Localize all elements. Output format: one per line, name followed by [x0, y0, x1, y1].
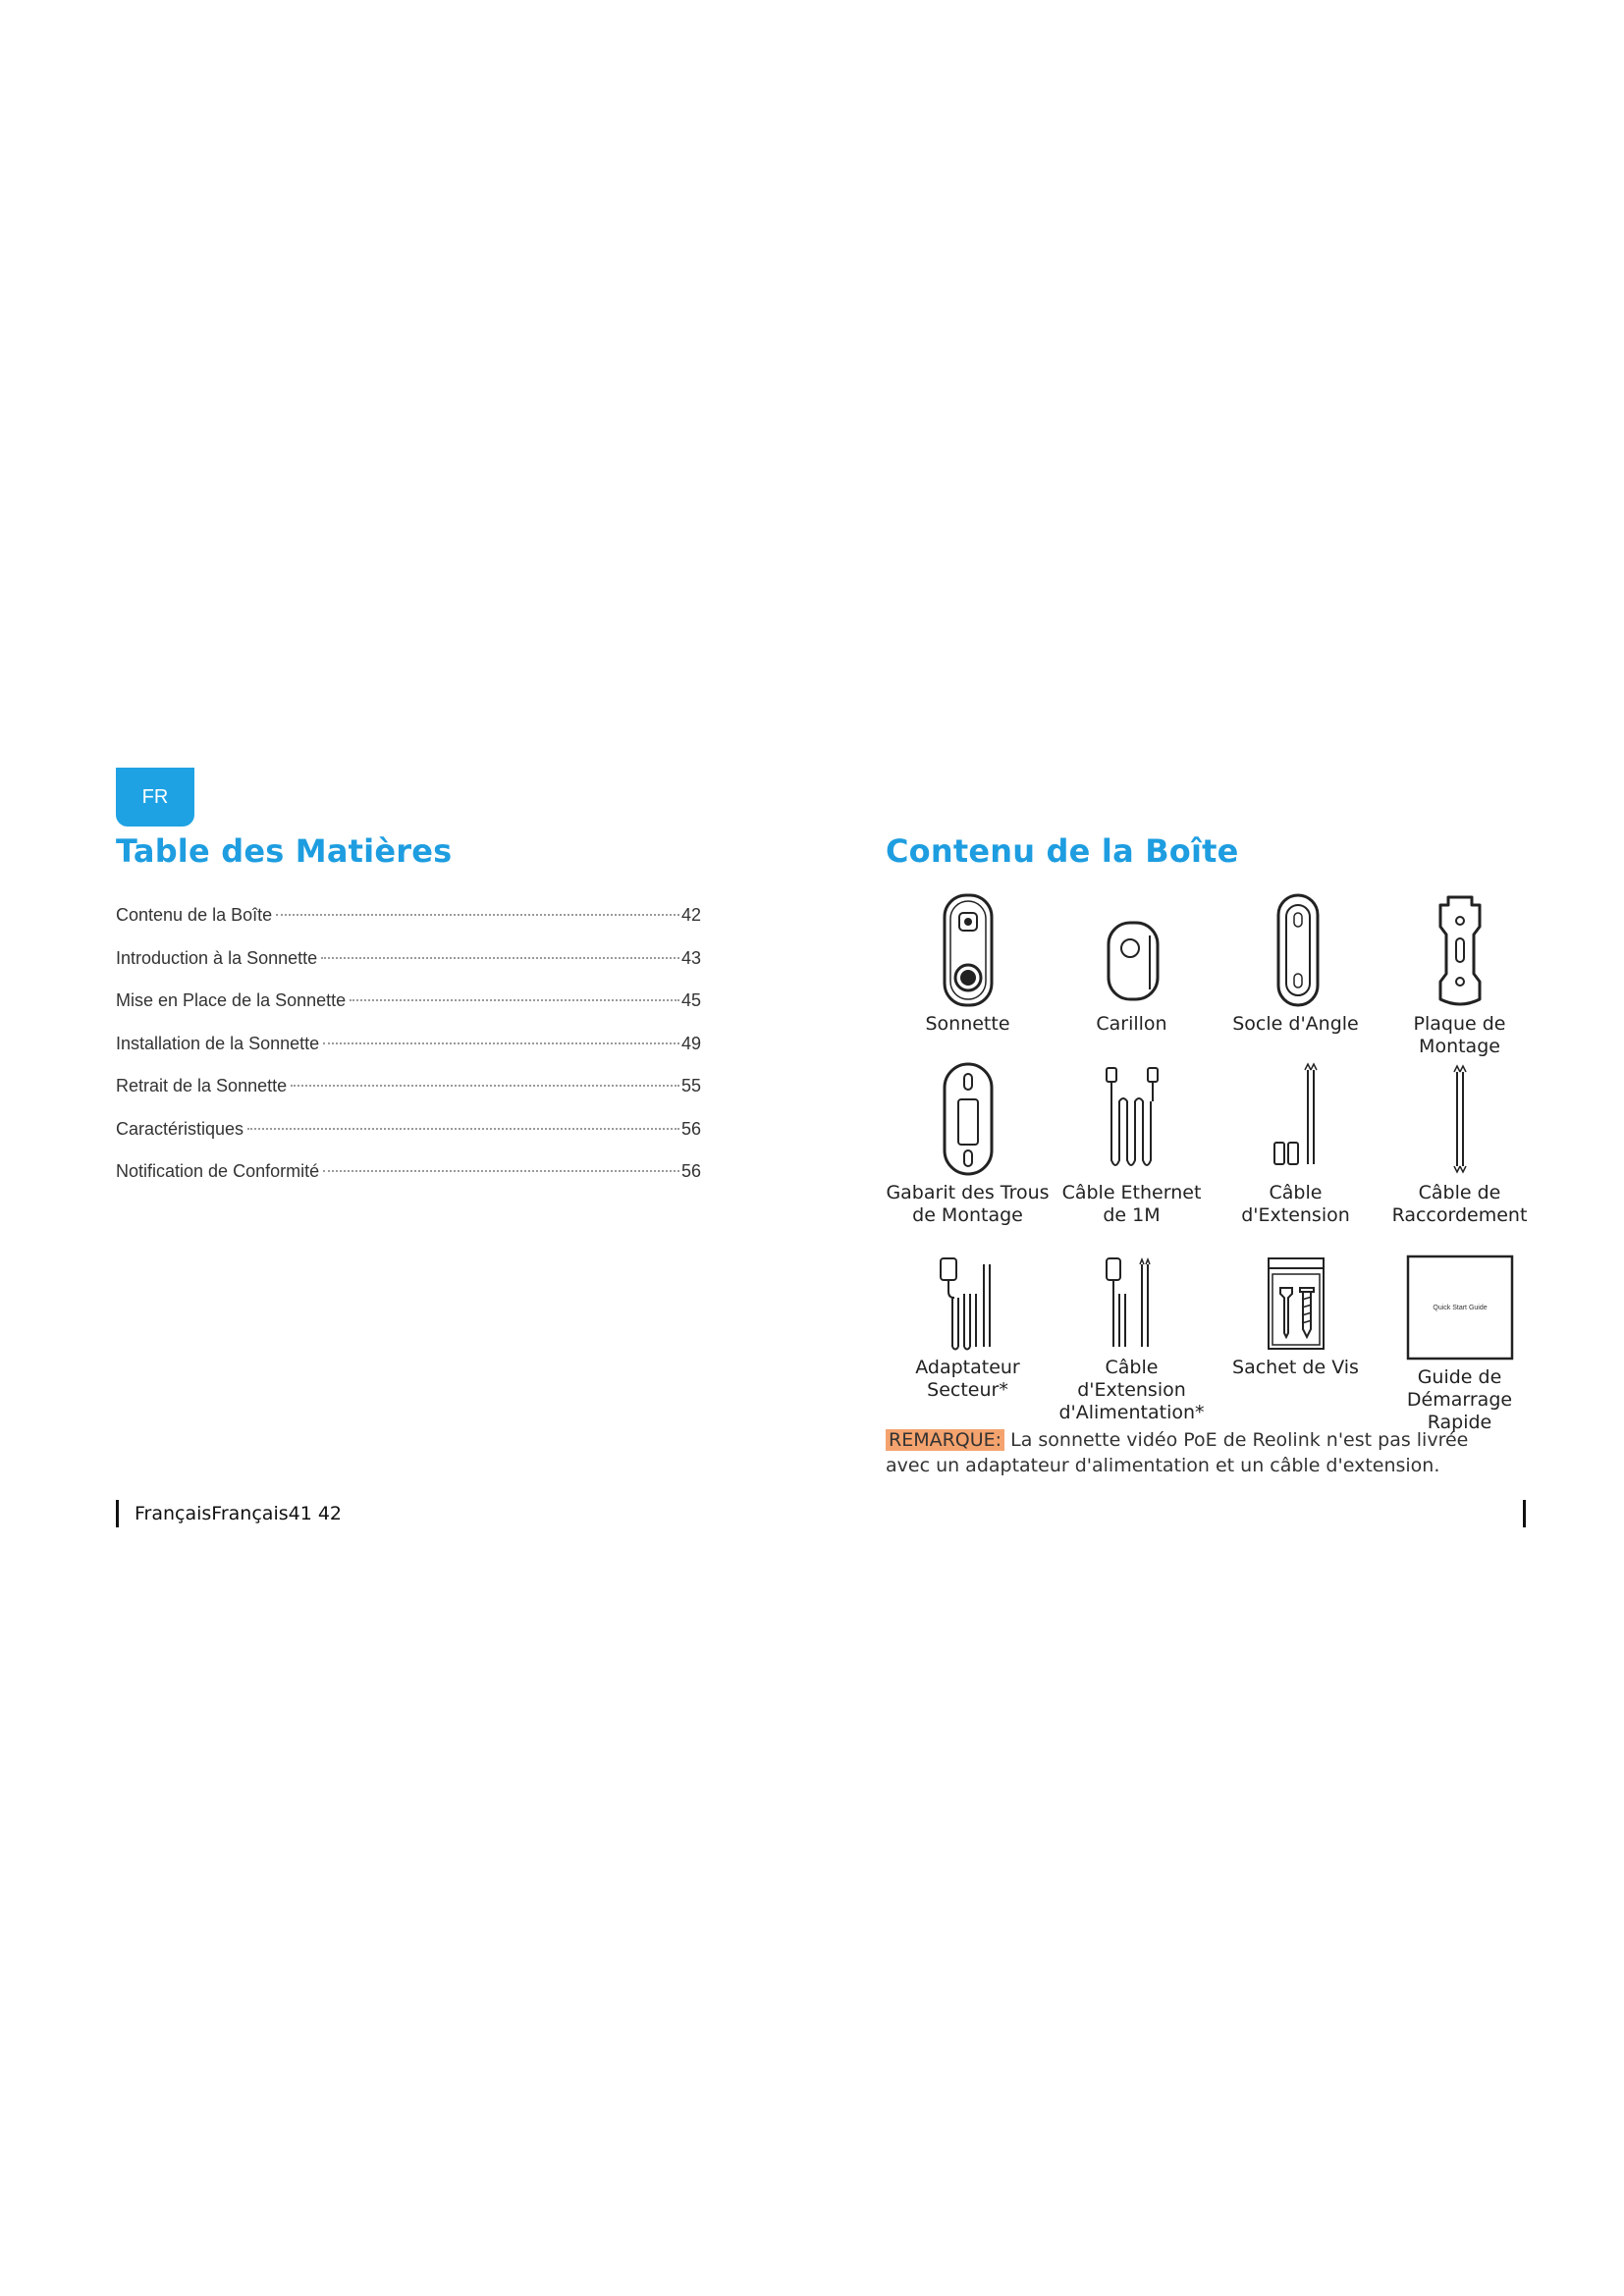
box-item-caption: Socle d'Angle [1232, 1013, 1359, 1035]
wedge-mount-icon [1257, 891, 1335, 1009]
quick-start-guide-icon [1406, 1255, 1514, 1362]
power-adapter-icon [929, 1255, 1007, 1353]
guide-label: Quick Start Guide [1432, 1305, 1488, 1311]
toc-item[interactable]: Introduction à la Sonnette 43 [116, 947, 701, 968]
table-of-contents [116, 905, 701, 1204]
footer-page-numbers: FrançaisFrançais41 42 [116, 1500, 342, 1527]
screw-pack-icon [1257, 1255, 1335, 1353]
box-item-caption: Câble d'Extension [1241, 1182, 1350, 1226]
footer-rule [1523, 1500, 1526, 1527]
box-item [1214, 1255, 1378, 1379]
box-item-caption: Câble d'Extension d'Alimentation* [1058, 1357, 1205, 1423]
language-tab: FR [116, 768, 194, 827]
note-label: REMARQUE: [886, 1429, 1004, 1451]
box-item-caption: Plaque de Montage [1413, 1013, 1506, 1057]
box-item-caption: Carillon [1096, 1013, 1167, 1035]
note-text: La sonnette vidéo PoE de Reolink n'est pas livrée avec un adaptateur d'alimentation et un câble d'extension. [886, 1429, 1469, 1476]
mounting-plate-icon [1421, 891, 1499, 1009]
doorbell-icon [929, 891, 1007, 1009]
toc-item[interactable]: Mise en Place de la Sonnette 45 [116, 990, 701, 1010]
box-item-caption: Guide de Démarrage Rapide [1406, 1366, 1513, 1433]
box-item [1378, 891, 1542, 1058]
box-item-caption: Gabarit des Trous de Montage [886, 1182, 1050, 1226]
toc-item[interactable]: Caractéristiques 56 [116, 1118, 701, 1139]
connection-cable-icon [1421, 1060, 1499, 1178]
chime-icon [1093, 891, 1171, 1009]
extension-cable-icon [1257, 1060, 1335, 1178]
box-item [1050, 1255, 1214, 1424]
box-item [1050, 1060, 1214, 1227]
box-item-caption: Câble Ethernet de 1M [1061, 1182, 1202, 1226]
mounting-template-icon [929, 1060, 1007, 1178]
toc-item[interactable]: Notification de Conformité 56 [116, 1161, 701, 1181]
box-item [1214, 1060, 1378, 1227]
box-item-caption: Sonnette [925, 1013, 1010, 1035]
toc-item[interactable]: Retrait de la Sonnette 55 [116, 1076, 701, 1095]
box-item [1214, 891, 1378, 1036]
note [886, 1427, 1514, 1478]
power-extension-cable-icon [1093, 1255, 1171, 1353]
box-item-caption: Adaptateur Secteur* [915, 1357, 1020, 1401]
box-item [1050, 891, 1214, 1036]
box-item-caption: Sachet de Vis [1232, 1357, 1359, 1378]
box-item [1378, 1255, 1542, 1434]
ethernet-cable-icon [1093, 1060, 1171, 1178]
box-item [1378, 1060, 1542, 1227]
box-item-caption: Câble de Raccordement [1391, 1182, 1528, 1226]
box-item [886, 1255, 1050, 1402]
toc-title: Table des Matières [116, 832, 453, 870]
box-item [886, 891, 1050, 1036]
toc-item[interactable]: Contenu de la Boîte 42 [116, 905, 701, 925]
box-contents-title: Contenu de la Boîte [886, 832, 1239, 870]
toc-item[interactable]: Installation de la Sonnette 49 [116, 1033, 701, 1053]
box-item [886, 1060, 1050, 1227]
